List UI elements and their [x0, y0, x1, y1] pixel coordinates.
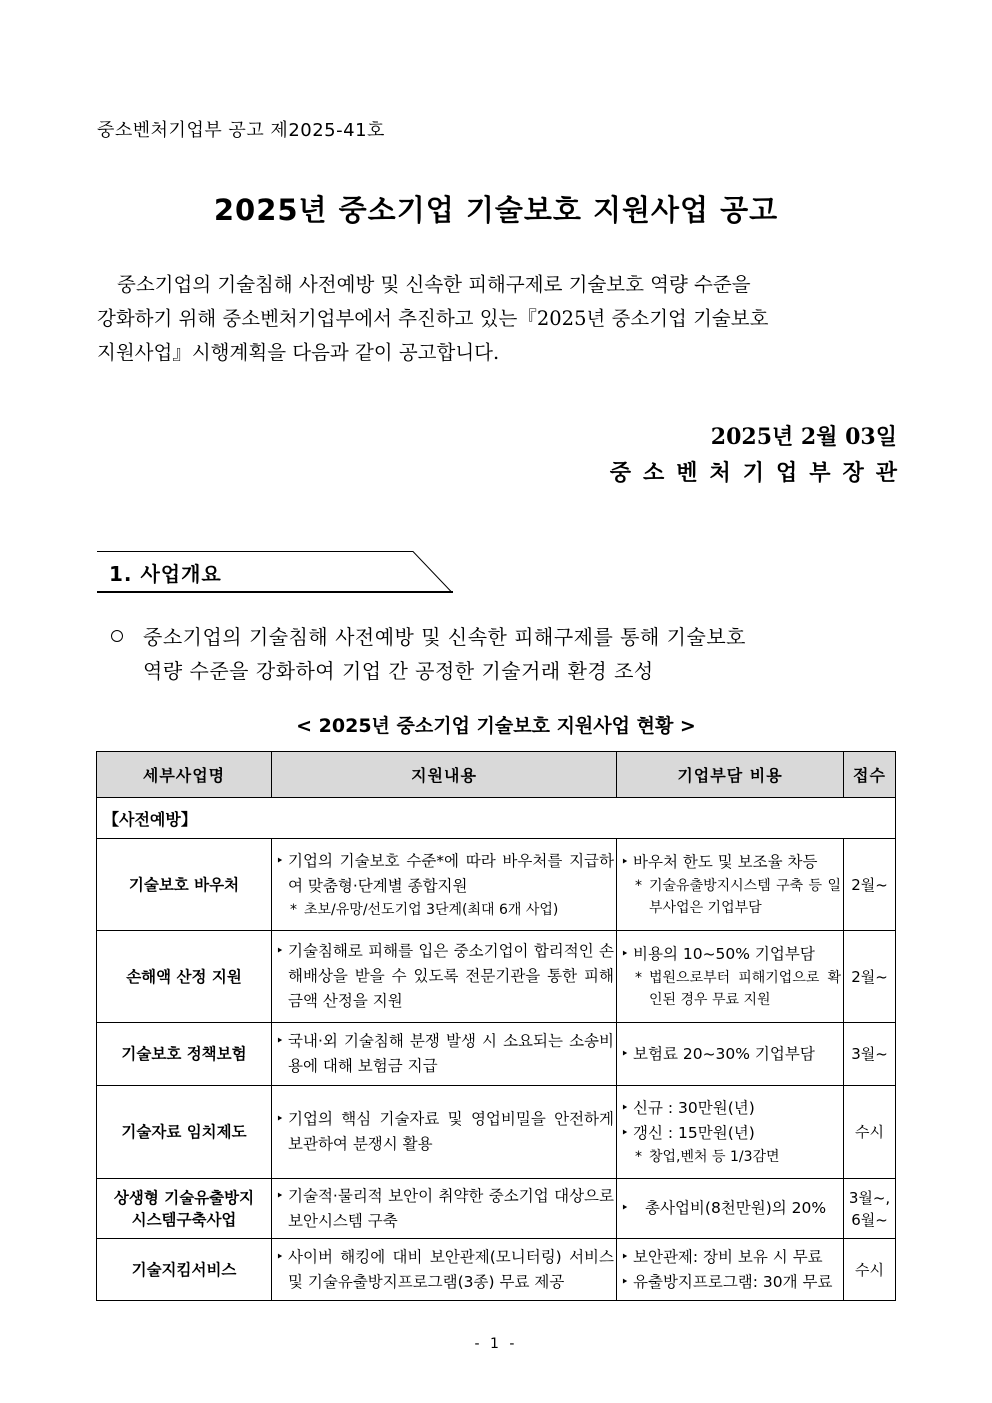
accept-period: 2월~: [844, 839, 896, 931]
support-cell: [272, 1086, 617, 1179]
cost-item: ‣ 바우처 한도 및 보조율 차등: [621, 850, 841, 875]
cost-item: ‣ 비용의 10~50% 기업부담: [621, 942, 841, 967]
support-item: ‣ 기술침해로 피해를 입은 중소기업이 합리적인 손해배상을 받을 수 있도록 전문기관을 통한 피해금액 산정을 지원: [276, 939, 614, 1014]
support-cell: [272, 931, 617, 1023]
support-item: ‣ 기술적·물리적 보안이 취약한 중소기업 대상으로 보안시스템 구축: [276, 1184, 614, 1234]
cost-item: ‣ 보험료 20~30% 기업부담: [621, 1042, 841, 1067]
support-item: ‣ 기업의 기술보호 수준*에 따라 바우처를 지급하여 맞춤형·단계별 종합지원: [276, 849, 614, 899]
cost-cell: [617, 839, 844, 931]
category-label: 【사전예방】: [97, 798, 896, 839]
intro-line: 중소기업의 기술침해 사전예방 및 신속한 피해구제로 기술보호 역량 수준을: [117, 273, 751, 296]
overview-line: 역량 수준을 강화하여 기업 간 공정한 기술거래 환경 조성: [143, 659, 654, 683]
category-row: [97, 798, 896, 839]
support-cell: [272, 1239, 617, 1301]
overview-text: [143, 620, 897, 688]
page-number: - 1 -: [474, 1336, 518, 1352]
cost-cell: [617, 1023, 844, 1086]
program-name-line: 상생형 기술유출방지: [113, 1188, 255, 1207]
notice-date: 2025년 2월 03일: [710, 424, 897, 450]
support-cell: [272, 839, 617, 931]
program-name: 기술보호 바우처: [97, 839, 272, 931]
cost-note: * 법원으로부터 피해기업으로 확인된 경우 무료 지원: [621, 967, 841, 1011]
cost-cell: [617, 931, 844, 1023]
accept-period: 2월~: [844, 931, 896, 1023]
cost-cell: [617, 1239, 844, 1301]
intro-paragraph: [97, 268, 897, 370]
support-cell: [272, 1023, 617, 1086]
support-item: ‣ 국내·외 기술침해 분쟁 발생 시 소요되는 소송비용에 대해 보험금 지급: [276, 1029, 614, 1079]
table-row: [97, 1086, 896, 1179]
page-title: 2025년 중소기업 기술보호 지원사업 공고: [213, 193, 779, 227]
program-table: [96, 751, 896, 1301]
cost-note: * 기술유출방지시스템 구축 등 일부사업은 기업부담: [621, 875, 841, 919]
support-note: * 초보/유망/선도기업 3단계(최대 6개 사업): [276, 899, 614, 921]
program-name: 기술자료 임치제도: [97, 1086, 272, 1179]
issuer: 중소벤처기업부장관: [609, 460, 909, 486]
table-row: [97, 931, 896, 1023]
table-row: [97, 1239, 896, 1301]
table-row: [97, 1179, 896, 1239]
program-name: 기술지킴서비스: [97, 1239, 272, 1301]
column-header: 접수: [844, 752, 896, 798]
accept-period: 3월~: [844, 1023, 896, 1086]
table-row: [97, 839, 896, 931]
cost-item: ‣ 갱신 : 15만원(년): [621, 1121, 841, 1146]
column-header: 지원내용: [272, 752, 617, 798]
cost-cell: [617, 1086, 844, 1179]
section-title: 1. 사업개요: [109, 562, 222, 586]
intro-line: 지원사업』시행계획을 다음과 같이 공고합니다.: [97, 341, 500, 364]
circle-bullet-icon: [111, 630, 123, 642]
cost-item: ‣ 총사업비(8천만원)의 20%: [621, 1196, 841, 1221]
cost-item: ‣ 보안관제: 장비 보유 시 무료: [621, 1245, 841, 1270]
program-name: [97, 1179, 272, 1239]
notice-number: 중소벤처기업부 공고 제2025-41호: [97, 120, 385, 141]
support-item: ‣ 기업의 핵심 기술자료 및 영업비밀을 안전하게 보관하여 분쟁시 활용: [276, 1107, 614, 1157]
accept-period: [844, 1179, 896, 1239]
program-name-line: 시스템구축사업: [131, 1210, 237, 1229]
table-row: [97, 1023, 896, 1086]
cost-note: * 창업,벤처 등 1/3감면: [621, 1146, 841, 1168]
accept-line: 3월~,: [848, 1188, 891, 1207]
column-header: 세부사업명: [97, 752, 272, 798]
column-header: 기업부담 비용: [617, 752, 844, 798]
support-cell: [272, 1179, 617, 1239]
overview-line: 중소기업의 기술침해 사전예방 및 신속한 피해구제를 통해 기술보호: [143, 625, 746, 649]
cost-item: ‣ 유출방지프로그램: 30개 무료: [621, 1270, 841, 1295]
program-name: 기술보호 정책보험: [97, 1023, 272, 1086]
intro-line: 강화하기 위해 중소벤처기업부에서 추진하고 있는『2025년 중소기업 기술보호: [97, 307, 769, 330]
program-name: 손해액 산정 지원: [97, 931, 272, 1023]
cost-item: ‣ 신규 : 30만원(년): [621, 1096, 841, 1121]
table-header-row: [97, 752, 896, 798]
cost-cell: [617, 1179, 844, 1239]
accept-period: 수시: [844, 1239, 896, 1301]
accept-period: 수시: [844, 1086, 896, 1179]
support-item: ‣ 사이버 해킹에 대비 보안관제(모니터링) 서비스 및 기술유출방지프로그램(3종) 무료 제공: [276, 1245, 614, 1295]
accept-line: 6월~: [851, 1210, 888, 1229]
table-caption: < 2025년 중소기업 기술보호 지원사업 현황 >: [296, 715, 696, 737]
